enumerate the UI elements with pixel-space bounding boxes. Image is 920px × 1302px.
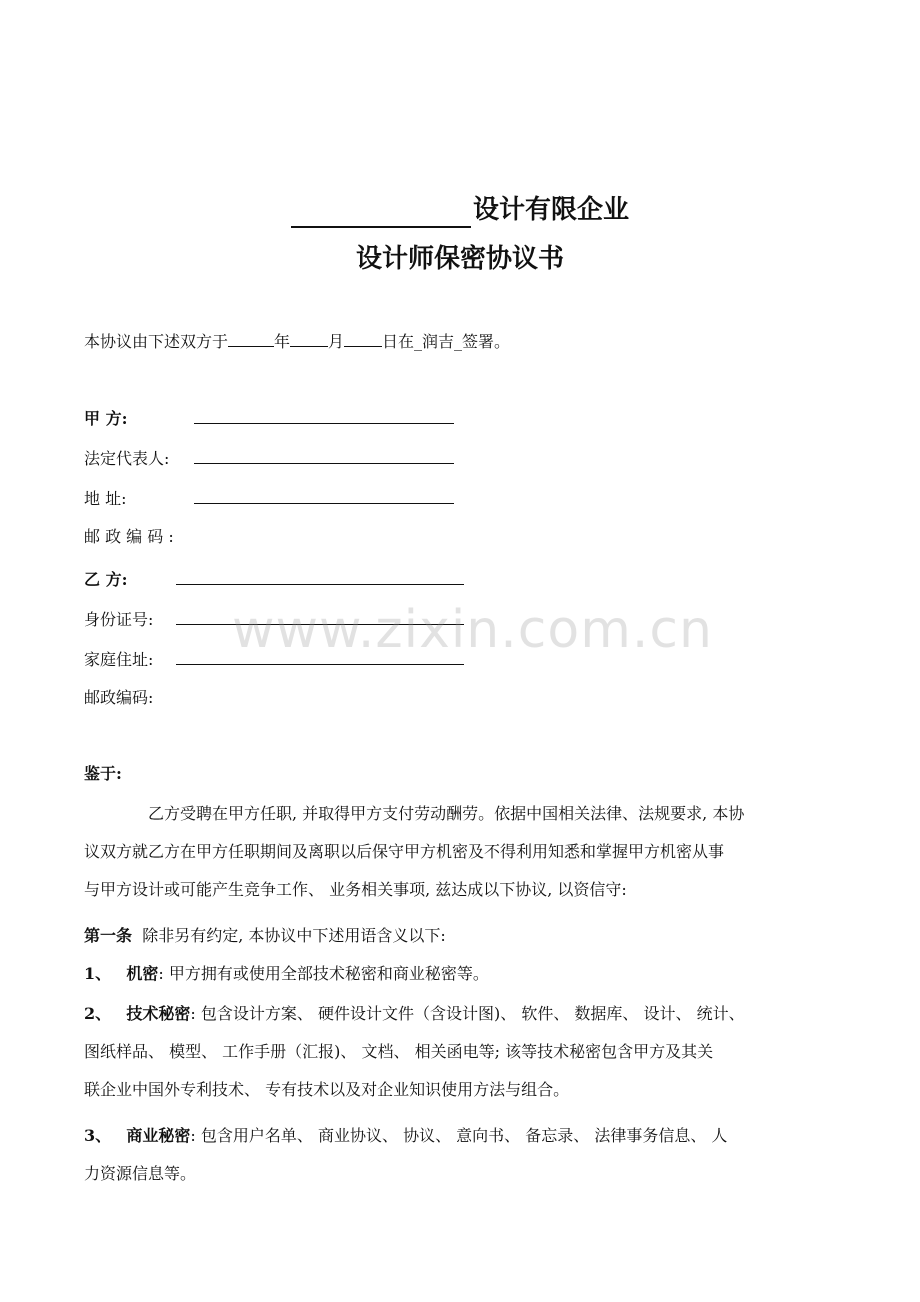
whereas-line: 议双方就乙方在甲方任职期间及离职以后保守甲方机密及不得利用知悉和掌握甲方机密从事 [84,842,725,861]
item-2-line: 2、 技术秘密: 包含设计方案、 硬件设计文件（含设计图)、 软件、 数据库、 设计、 统计、 [84,1004,745,1023]
legal-rep-field[interactable] [194,445,454,464]
item-1-text: 甲方拥有或使用全部技术秘密和商业秘密等。 [168,964,489,983]
year-blank[interactable] [228,328,274,347]
company-suffix: 设计有限企业 [472,195,629,225]
party-a-label: 甲 方: [84,409,128,428]
item-2-line: 图纸样品、 模型、 工作手册（汇报)、 文档、 相关函电等; 该等技术秘密包含甲方及其关 [84,1042,714,1061]
article-1-text: 除非另有约定, 本协议中下述用语含义以下: [142,926,446,945]
intro-line [84,328,510,354]
legal-rep-label: 法定代表人: [84,449,170,468]
definition-item-1: 1、 机密: 甲方拥有或使用全部技术秘密和商业秘密等。 [84,964,489,983]
item-1-term: 机密 [126,964,159,983]
item-3-line: 3、 商业秘密: 包含用户名单、 商业协议、 协议、 意向书、 备忘录、 法律事务信息、 人 [84,1126,728,1145]
definition-item-3 [84,1117,864,1193]
postcode-b-row [84,686,153,710]
company-name-blank[interactable] [291,198,471,228]
item-2-term: 技术秘密 [126,1004,191,1023]
item-3-number: 3、 [84,1126,112,1145]
home-address-field[interactable] [176,646,464,665]
item-1-number: 1、 [84,964,112,983]
party-b-label: 乙 方: [84,570,128,589]
home-address-row [84,646,464,672]
item-2-text: 包含设计方案、 硬件设计文件（含设计图)、 软件、 数据库、 设计、 统计、 [200,1004,745,1023]
party-a-field[interactable] [194,405,454,424]
legal-rep-row [84,445,454,471]
article-1-heading: 第一条 [84,926,133,945]
postcode-b-label: 邮政编码: [84,688,154,707]
id-number-label: 身份证号: [84,610,154,629]
month-label: 月 [328,332,345,351]
intro-text: 本协议由下述双方于 [84,332,229,351]
postcode-a-label: 邮 政 编 码 : [84,527,174,546]
day-blank[interactable] [344,328,382,347]
postcode-a-row [84,525,174,549]
whereas-line: 与甲方设计或可能产生竞争工作、 业务相关事项, 兹达成以下协议, 以资信守: [84,880,627,899]
party-a-row [84,405,454,431]
item-3-line: 力资源信息等。 [84,1164,197,1183]
id-number-row [84,606,464,632]
item-2-number: 2、 [84,1004,112,1023]
id-number-field[interactable] [176,606,464,625]
whereas-line: 乙方受聘在甲方任职, 并取得甲方支付劳动酬劳。依据中国相关法律、法规要求, 本协 [148,804,745,823]
home-address-label: 家庭住址: [84,650,154,669]
whereas-paragraph [84,795,864,909]
party-b-field[interactable] [176,566,464,585]
month-blank[interactable] [290,328,328,347]
address-field[interactable] [194,485,454,504]
article-1 [84,924,446,948]
whereas-heading: 鉴于: [84,764,122,783]
address-label: 地 址: [84,489,127,508]
year-label: 年 [274,332,291,351]
day-location-text: 日在_润吉_签署。 [382,332,511,351]
item-2-line: 联企业中国外专利技术、 专有技术以及对企业知识使用方法与组合。 [84,1080,570,1099]
watermark: www.zixin.com.cn [232,600,713,660]
party-b-row [84,566,464,592]
item-3-term: 商业秘密 [126,1126,191,1145]
definition-item-2 [84,995,864,1109]
document-company-title [0,192,920,228]
document-title: 设计师保密协议书 [355,244,564,274]
address-row [84,485,454,511]
item-3-text: 包含用户名单、 商业协议、 协议、 意向书、 备忘录、 法律事务信息、 人 [200,1126,728,1145]
